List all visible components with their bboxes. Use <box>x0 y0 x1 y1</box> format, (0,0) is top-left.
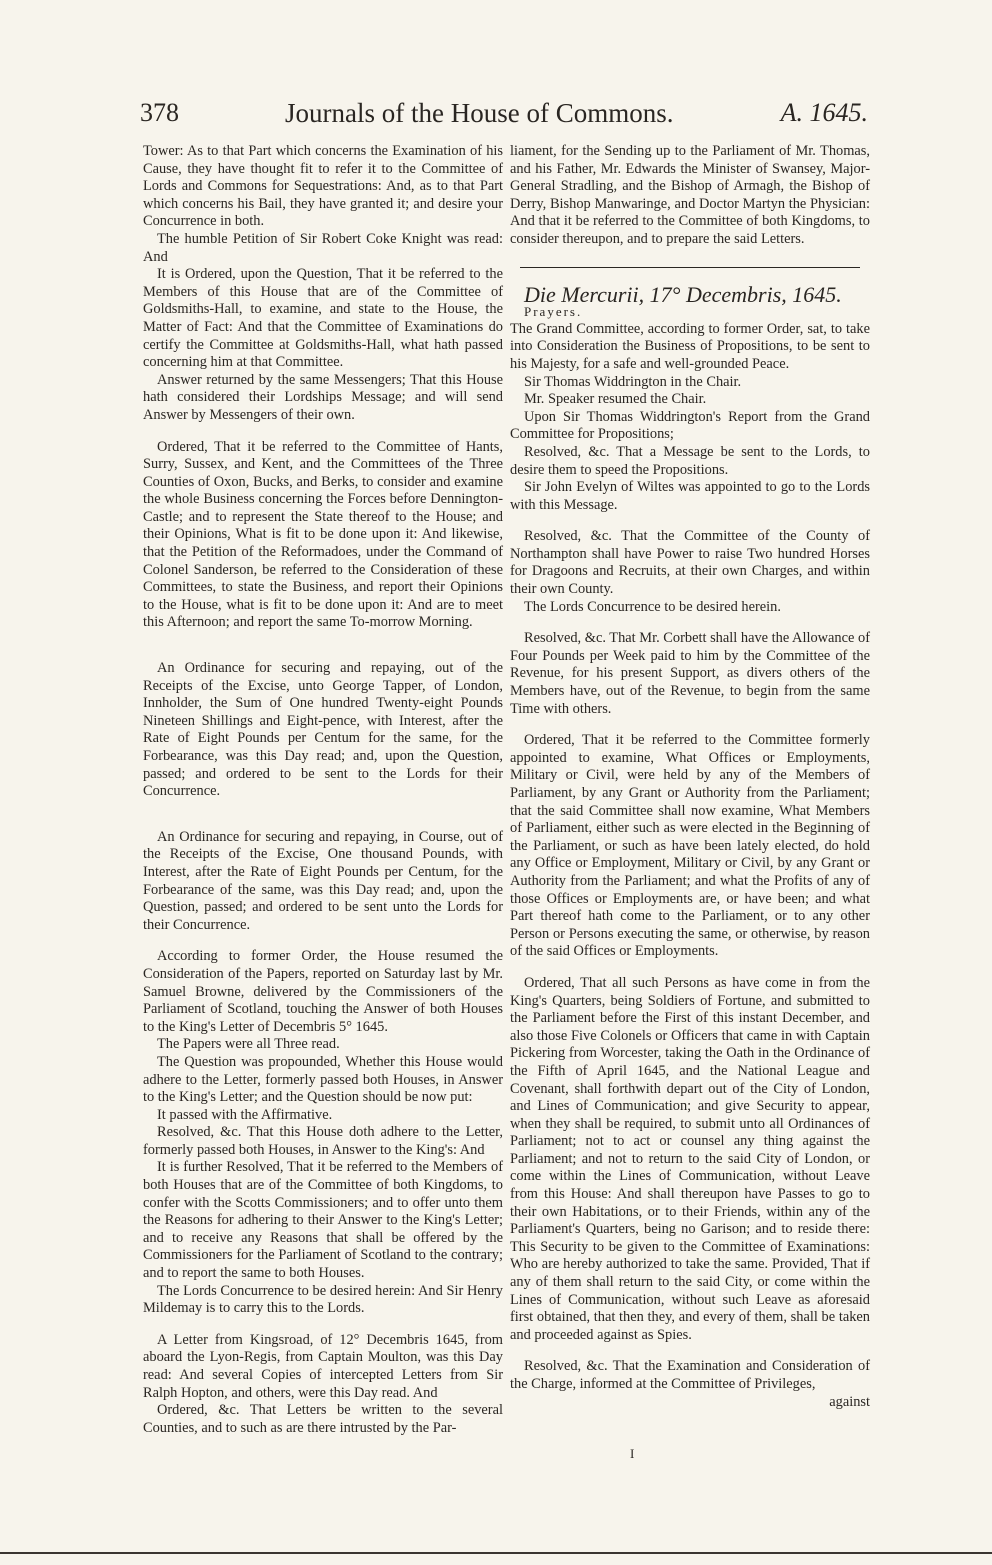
paragraph: Answer returned by the same Messengers; That this House hath considered their Lordships Message; and will send Answer by Messengers of their own. <box>143 371 503 423</box>
paragraph: Ordered, That it be referred to the Committee formerly appointed to examine, What Offices or Employments, Military or Civil, were held by any of the Members of Parliament, by any Grant or Authority from the Parliament; that the said Committee shall now examine, What Members of Parliament, either such as were elected in the Beginning of the Parliament, or such as have been lately elected, do hold any Office or Employment, Military or Civil, by any Grant or Authority from the Parliament; and what the Profits of any of those Offices or Employments are, or have been; and what Part thereof hath come to the Parliament, or to any other Person or Persons executing the same, or otherwise, by reason of the said Offices or Employments. <box>510 732 870 960</box>
paragraph: Ordered, That it be referred to the Committee of Hants, Surry, Sussex, and Kent, and the Committees of the Three Counties of Oxon, Bucks, and Berks, to consider and examine the whole Business concerning the Forces before Dennington-Castle; and to represent the State thereof to the House; and their Opinions, What is fit to be done upon it: And likewise, that the Petition of the Reformadoes, under the Command of Colonel Sanderson, be referred to the Consideration of these Committees, to state the Business, and report their Opinions to the House, what is fit to be done upon it: And are to meet this Afternoon; and report the same To-morrow Morning. <box>143 438 503 631</box>
paragraph: It is Ordered, upon the Question, That it be referred to the Members of this House that are of the Committee of Goldsmiths-Hall, to examine, and state to the House, the Matter of Fact: And that the Committee of Examinations do certify the Committee at Goldsmiths-Hall, what hath passed concerning him at that Committee. <box>143 266 503 371</box>
bottom-border <box>0 1552 992 1554</box>
left-column <box>143 143 503 1437</box>
paragraph: A Letter from Kingsroad, of 12° Decembris 1645, from aboard the Lyon-Regis, from Captain Moulton, was this Day read: And several Copies of intercepted Letters from Sir Ralph Hopton, and others, were this Day read. And <box>143 1331 503 1401</box>
paragraph: According to former Order, the House resumed the Consideration of the Papers, reported on Saturday last by Mr. Samuel Browne, delivered by the Commissioners of the Parliament of Scotland, touching the Answer of both Houses to the King's Letter of Decembris 5° 1645. <box>143 948 503 1035</box>
paragraph: Resolved, &c. That a Message be sent to the Lords, to desire them to speed the Propositions. <box>510 443 870 478</box>
journal-title: Journals of the House of Commons. <box>285 98 674 128</box>
page-header <box>140 98 868 138</box>
paragraph: It passed with the Affirmative. <box>157 1106 333 1123</box>
paragraph: The Grand Committee, according to former Order, sat, to take into Consideration the Business of Propositions, to be sent to his Majesty, for a safe and well-grounded Peace. <box>510 320 870 372</box>
paragraph: The Lords Concurrence to be desired herein. <box>524 598 781 615</box>
paragraph: Sir Thomas Widdrington in the Chair. <box>524 373 742 390</box>
section-divider <box>520 267 860 268</box>
paragraph: Sir John Evelyn of Wiltes was appointed to go to the Lords with this Message. <box>510 479 870 513</box>
paragraph: The Question was propounded, Whether this House would adhere to the Letter, formerly passed both Houses, in Answer to the King's Letter; and the Question should be now put: <box>143 1053 503 1106</box>
paragraph: Resolved, &c. That the Committee of the County of Northampton shall have Power to raise Two hundred Horses for Dragoons and Recruits, at their own Charges, and within their own County. <box>510 528 870 598</box>
paragraph: An Ordinance for securing and repaying, in Course, out of the Receipts of the Excise, One thousand Pounds, with Interest, after the Rate of Eight Pounds per Centum, for the Forbearance of the same, was this Day read; and, upon the Question, passed; and ordered to be sent unto the Lords for their Concurrence. <box>143 828 503 933</box>
paragraph: The Lords Concurrence to be desired herein: And Sir Henry Mildemay is to carry this to the Lords. <box>143 1282 503 1317</box>
paragraph: An Ordinance for securing and repaying, out of the Receipts of the Excise, unto George Tapper, of London, Innholder, the Sum of One hundred Twenty-eight Pounds Nineteen Shillings and Eight-pence, with Interest, after the Rate of Eight Pounds per Centum for the same, for the Forbearance, was this Day read; and, upon the Question, passed; and ordered to be sent to the Lords for their Concurrence. <box>143 660 503 800</box>
date-heading: Die Mercurii, 17° Decembris, 1645. <box>524 281 842 307</box>
prayers-heading: Prayers. <box>524 304 583 320</box>
catchword: against <box>829 1393 870 1410</box>
paragraph: liament, for the Sending up to the Parliament of Mr. Thomas, and his Father, Mr. Edwards the Minister of Swansey, Major-General Stradling, and the Bishop of Armagh, the Bishop of Derry, Bishop Manwaringe, and Doctor Martyn the Physician: And that it be referred to the Committee of both Kingdoms, to consider thereupon, and to prepare the said Letters. <box>510 143 870 247</box>
paragraph: Resolved, &c. That Mr. Corbett shall have the Allowance of Four Pounds per Week paid to him by the Committee of the Revenue, for his present Support, as divers others of the Members have, out of the Revenue, to begin from the same Time with others. <box>510 630 870 717</box>
paragraph: Upon Sir Thomas Widdrington's Report from the Grand Committee for Propositions; <box>510 408 870 443</box>
paragraph: Ordered, That all such Persons as have come in from the King's Quarters, being Soldiers of Fortune, and submitted to the Parliament before the First of this instant December, and also those Five Colonels or Officers that came in with Captain Pickering from Worcester, taking the Oath in the Ordinance of the Fifth of April 1645, and the National League and Covenant, shall forthwith depart out of the City of London, and Lines of Communication; and give Security to appear, when they shall be required, to submit unto all Ordinances of Parliament; not to act or counsel any thing against the Parliament; and not to return to the said City of London, or come within the Lines of Communication, without Leave from this House: And shall thereupon have Passes to go to their own Habitations, or to their Friends, within any of the Parliament's Quarters, being no Garison; and to reside there: This Security to be given to the Committee of Examinations: Who are hereby authorized to take the same. Provided, That if any of them shall return to the said City, or come within the Lines of Communication, without such Leave as aforesaid first obtained, that then they, and every of them, shall be taken and proceeded against as Spies. <box>510 974 870 1343</box>
paragraph: The Papers were all Three read. <box>157 1036 340 1053</box>
paragraph: Tower: As to that Part which concerns the Examination of his Cause, they have thought fit to refer it to the Committee of Lords and Commons for Sequestrations: And, as to that Part which concerns his Bail, they have granted it; and desire your Concurrence in both. <box>143 143 503 230</box>
paragraph: Ordered, &c. That Letters be written to the several Counties, and to such as are there intrusted by the Par- <box>143 1402 503 1436</box>
paragraph: Mr. Speaker resumed the Chair. <box>524 391 707 408</box>
paragraph: Resolved, &c. That the Examination and Consideration of the Charge, informed at the Committee of Privileges, <box>510 1358 870 1392</box>
right-column <box>510 143 870 1411</box>
year-heading: A. 1645. <box>780 98 868 127</box>
paragraph: Resolved, &c. That this House doth adhere to the Letter, formerly passed both Houses, in Answer to the King's: And <box>143 1124 503 1158</box>
paragraph: The humble Petition of Sir Robert Coke Knight was read: And <box>143 230 503 265</box>
signature-mark: I <box>630 1446 635 1461</box>
paragraph: It is further Resolved, That it be referred to the Members of both Houses that are of the Committee of both Kingdoms, to confer with the Scotts Commissioners; and to offer unto them the Reasons for adhering to their Answer to the King's Letter; and to receive any Reasons that shall be offered by the Commissioners for the Parliament of Scotland to the contrary; and to report the same to both Houses. <box>143 1159 503 1282</box>
page-number: 378 <box>140 98 179 127</box>
